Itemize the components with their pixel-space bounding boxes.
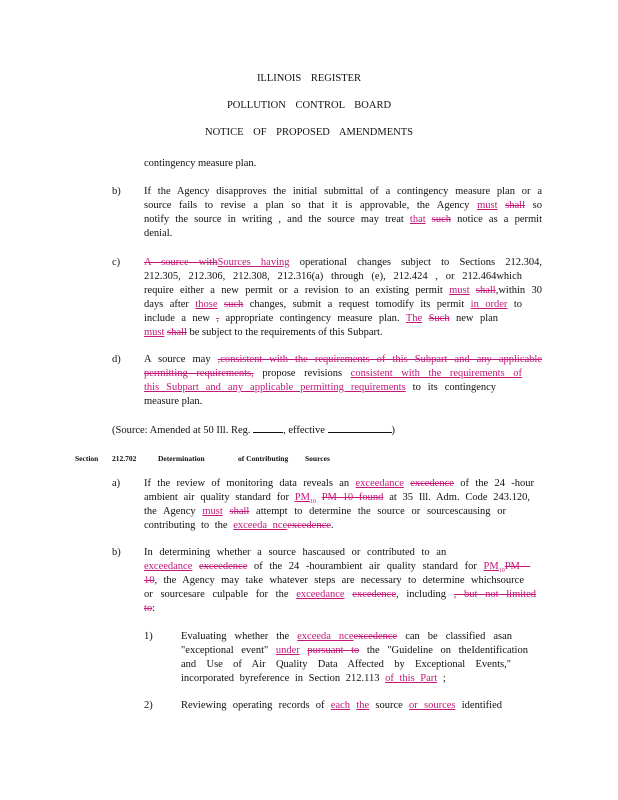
insertion: that <box>409 214 426 225</box>
para-a2-line1: If the review of monitoring data reveals an exceedance excedence of the 24 -hour <box>144 478 535 489</box>
para-b2-line3: 10, the Agency may take whatever steps are necessary to determine whichsource <box>144 575 524 586</box>
insertion: The <box>405 313 423 324</box>
deletion: A source with <box>144 257 218 268</box>
insertion: exceedance <box>296 589 345 600</box>
section-title-part3: Sources <box>305 454 330 463</box>
para-a2-line2: ambient air quality standard for $PM_{10}$ PM 10 found at 35 Ill. Adm. Code 243.120, <box>144 492 531 506</box>
insertion: or sources <box>409 700 456 711</box>
para-d-line1: A source may ,consistent with the requirements of this Subpart and any applicable <box>144 354 542 365</box>
para-b2-line1: In determining whether a source hascaused or contributed to an <box>144 547 447 558</box>
para-c-line3: require either a new permit or a revision to an existing permit must shall,within 30 <box>144 285 542 296</box>
deletion: permitting requirements, <box>144 368 254 379</box>
insertion: the <box>356 700 370 711</box>
para-c-line4: days after those such changes, submit a request tomodify its permit in order to <box>144 299 523 310</box>
para-d-line2: permitting requirements, propose revisions consistent with the requirements of <box>144 368 522 379</box>
para-b2-label: b) <box>112 547 121 558</box>
board-title: POLLUTION CONTROL BOARD <box>226 100 392 111</box>
para-c-line6: must shall be subject to the requirements of this Subpart. <box>144 327 383 338</box>
para-d-label: d) <box>112 354 121 365</box>
insertion: consistent with the requirements of <box>350 368 522 379</box>
deletion: excedence <box>287 520 331 531</box>
para-a2-label: a) <box>112 478 121 489</box>
para-b-line3: notify the source in writing , and the source may treat that such notice as a permit <box>144 214 542 225</box>
deletion: ,consistent with the requirements of this Subpart and any applicable <box>217 354 542 365</box>
section-title-part2: of Contributing <box>238 454 289 463</box>
deletion: such <box>224 299 244 310</box>
section-number: 212.702 <box>112 454 137 463</box>
deletion: shall <box>505 200 525 211</box>
para-d-line3: this Subpart and any applicable permitting requirements to its contingency <box>144 382 497 393</box>
item-1-line2: "exceptional event" under pursuant to the "Guideline on theIdentification <box>181 645 528 656</box>
deletion: such <box>431 214 452 225</box>
para-a2-line4: contributing to the exceeda nceexcedence. <box>144 520 334 531</box>
insertion: of this Part <box>385 673 438 684</box>
para-b-label: b) <box>112 186 121 197</box>
notice-title: NOTICE OF PROPOSED AMENDMENTS <box>205 127 413 138</box>
deletion: shall <box>167 327 187 338</box>
insertion: $PM_{10}$ <box>483 561 505 575</box>
deletion: excedence <box>410 478 454 489</box>
para-b-line2: source fails to revise a plan so that it is approvable, the Agency must shall so <box>144 200 542 211</box>
insertion: those <box>195 299 218 310</box>
para-a2-line3: the Agency must shall attempt to determine the source or sourcescausing or <box>144 506 506 517</box>
para-b-line1: If the Agency disapproves the initial submittal of a contingency measure plan or a <box>144 186 542 197</box>
insertion: exceedance <box>355 478 404 489</box>
deletion: PM 10 found <box>321 492 384 503</box>
insertion: must <box>144 327 165 338</box>
source-note: (Source: Amended at 50 Ill. Reg. , effective ) <box>112 422 395 438</box>
effective-blank <box>328 422 392 433</box>
item-1-line1: Evaluating whether the exceeda nceexcedence can be classified asan <box>181 631 512 642</box>
section-title-part1: Determination <box>158 454 205 463</box>
para-c-line2: 212.305, 212.306, 212.308, 212.316(a) through (e), 212.424 , or 212.464which <box>144 271 522 282</box>
para-c-line5: include a new , appropriate contingency measure plan. The Such new plan <box>144 313 499 324</box>
item-1-line4: incorporated byreference in Section 212.113 of this Part ; <box>181 673 446 684</box>
item-1-label: 1) <box>144 631 153 642</box>
insertion: this Subpart and any applicable permitting requirements <box>144 382 406 393</box>
para-c-line1: A source withSources having operational changes subject to Sections 212.304, <box>144 257 543 268</box>
deletion: excedence <box>352 589 396 600</box>
deletion: excedence <box>353 631 398 642</box>
para-b-line4: denial. <box>144 228 173 239</box>
insertion: exceedance <box>144 561 193 572</box>
register-title: ILLINOIS REGISTER <box>256 73 362 84</box>
insertion: Sources having <box>217 257 290 268</box>
para-b2-line2: exceedance exceedence of the 24 -hourambient air quality standard for $PM_{10}PM$ - <box>144 561 530 575</box>
deletion: PM - <box>504 561 530 572</box>
insertion: $PM_{10}$ <box>294 492 316 506</box>
item-2-label: 2) <box>144 700 153 711</box>
deletion: 10 <box>144 575 155 586</box>
item-2-line1: Reviewing operating records of each the source or sources identified <box>181 700 503 711</box>
deletion: to <box>144 603 153 614</box>
insertion: exceeda nce <box>233 520 288 531</box>
item-1-line3: and Use of Air Quality Data Affected by Exceptional Events," <box>181 659 511 670</box>
insertion: must <box>449 285 470 296</box>
para-c-label: c) <box>112 257 121 268</box>
deletion: , <box>216 313 219 324</box>
deletion: shall <box>229 506 250 517</box>
insertion: must <box>202 506 223 517</box>
deletion: pursuant to <box>307 645 360 656</box>
insertion: under <box>275 645 300 656</box>
deletion: Such <box>428 313 450 324</box>
para-b2-line4: or sourcesare culpable for the exceedance excedence, including , but not limited <box>144 589 537 600</box>
insertion: each <box>330 700 351 711</box>
intro-text: contingency measure plan. <box>144 158 257 169</box>
insertion: exceeda nce <box>297 631 354 642</box>
insertion: must <box>477 200 498 211</box>
para-d-line4: measure plan. <box>144 396 203 407</box>
section-label: Section <box>75 454 99 463</box>
reg-blank <box>253 422 283 433</box>
deletion: , but not limited <box>453 589 537 600</box>
deletion: shall <box>475 285 496 296</box>
deletion: exceedence <box>198 561 248 572</box>
insertion: in order <box>470 299 508 310</box>
para-b2-line5: to: <box>144 603 156 614</box>
